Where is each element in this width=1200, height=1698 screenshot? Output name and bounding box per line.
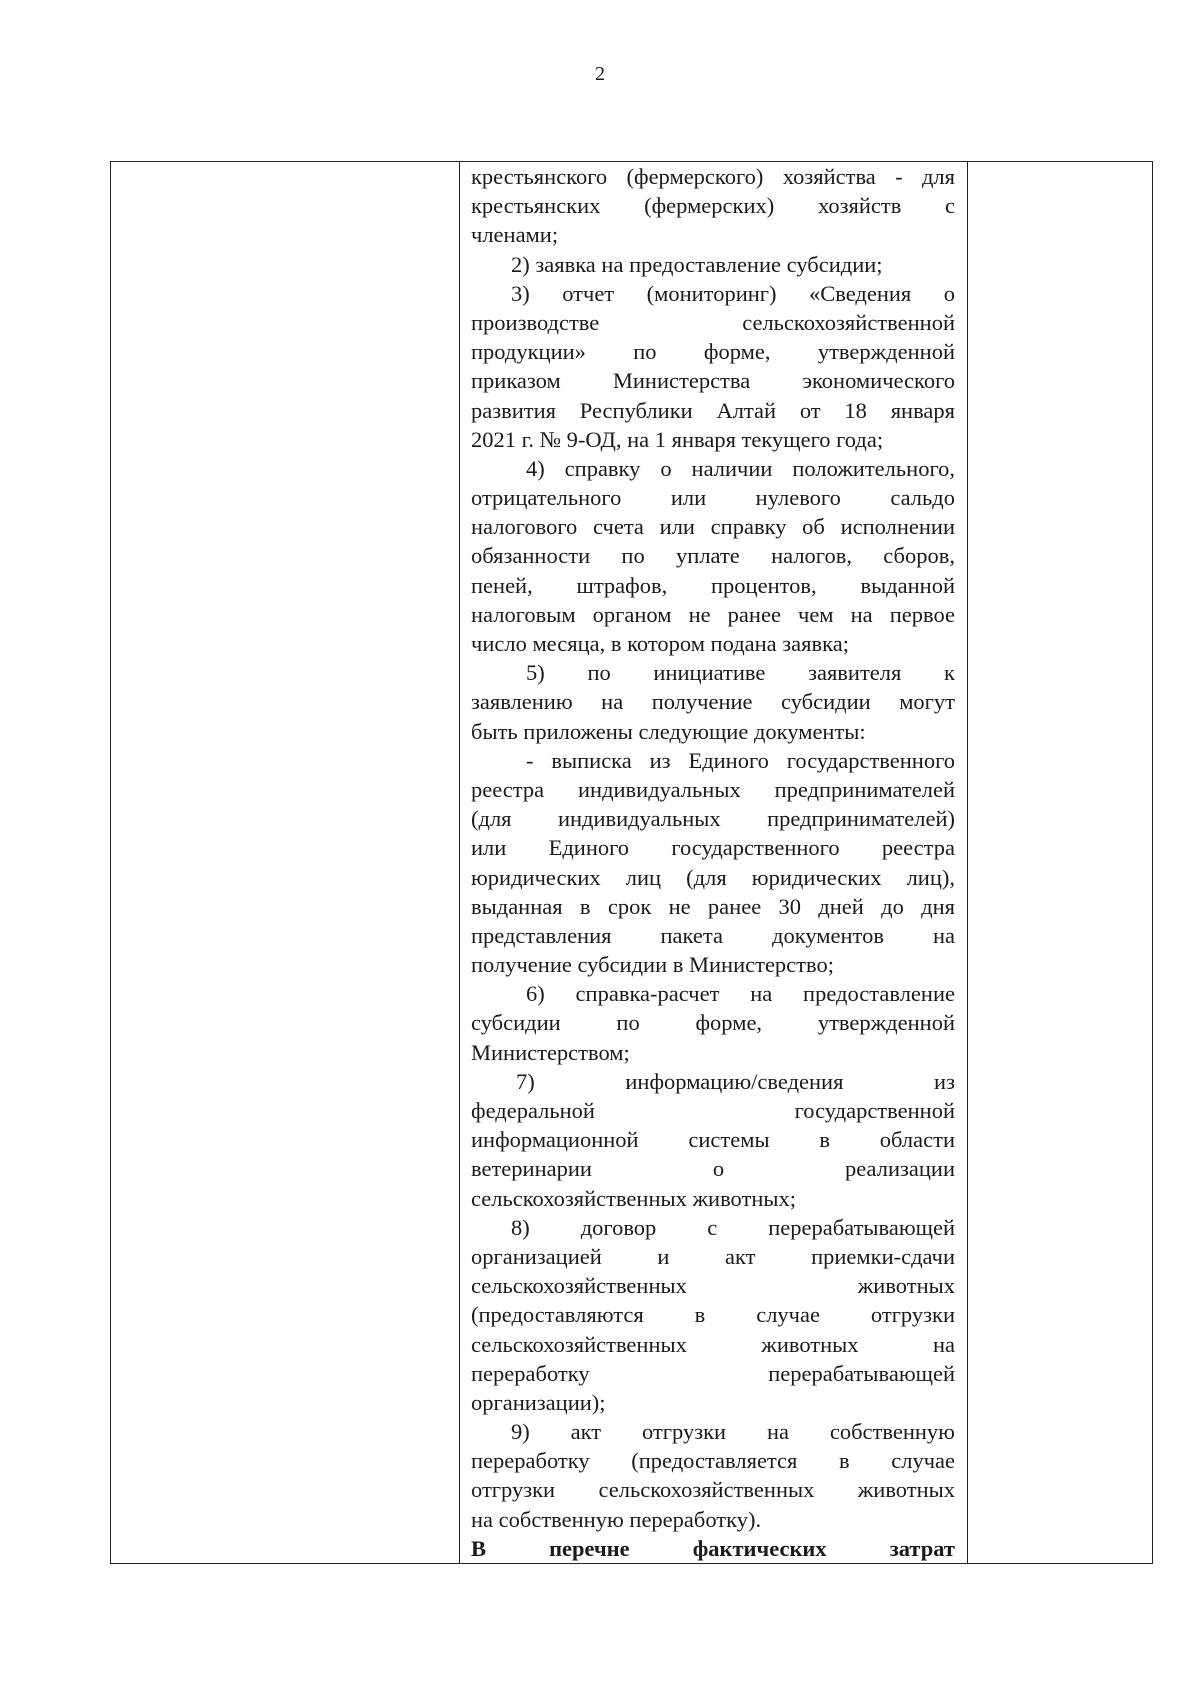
text-line: федеральной государственной bbox=[471, 1098, 955, 1123]
text-line: переработку (предоставляется в случае bbox=[471, 1448, 955, 1474]
text-line: ветеринарии о реализации bbox=[471, 1156, 955, 1182]
table-cell-content bbox=[471, 162, 955, 1563]
text-line: продукции» по форме, утвержденной bbox=[471, 339, 955, 365]
text-line: развития Республики Алтай от 18 января bbox=[471, 397, 955, 423]
column-divider-right bbox=[967, 162, 968, 1563]
text-line: 3) отчет (мониторинг) «Сведения о bbox=[511, 280, 955, 306]
text-line: сельскохозяйственных животных bbox=[471, 1273, 955, 1299]
text-line: юридических лиц (для юридических лиц), bbox=[471, 864, 955, 890]
text-line: представления пакета документов на bbox=[471, 922, 955, 948]
text-line: реестра индивидуальных предпринимателей bbox=[471, 776, 955, 802]
text-line: получение субсидии в Министерство; bbox=[471, 952, 834, 978]
text-line: крестьянского (фермерского) хозяйства - для bbox=[471, 164, 955, 189]
text-line: - выписка из Единого государственного bbox=[526, 747, 955, 773]
text-line: 5) по инициативе заявителя к bbox=[526, 660, 955, 686]
text-line: приказом Министерства экономического bbox=[471, 368, 955, 394]
text-line: заявлению на получение субсидии могут bbox=[471, 689, 955, 715]
text-line: субсидии по форме, утвержденной bbox=[471, 1010, 955, 1036]
text-line: В перечне фактических затрат bbox=[471, 1535, 955, 1561]
text-line: 6) справка-расчет на предоставление bbox=[526, 981, 955, 1007]
text-line: членами; bbox=[471, 222, 559, 248]
text-line: сельскохозяйственных животных; bbox=[471, 1185, 796, 1211]
text-line: (предоставляются в случае отгрузки bbox=[471, 1302, 955, 1328]
text-line: 2021 г. № 9-ОД, на 1 января текущего года; bbox=[471, 426, 884, 452]
column-divider-left bbox=[459, 162, 460, 1563]
text-line: переработку перерабатывающей bbox=[471, 1360, 955, 1386]
text-line: (для индивидуальных предпринимателей) bbox=[471, 806, 955, 832]
text-line: сельскохозяйственных животных на bbox=[471, 1331, 955, 1357]
text-line: производстве сельскохозяйственной bbox=[471, 309, 955, 335]
text-line: 9) акт отгрузки на собственную bbox=[511, 1419, 955, 1445]
document-table bbox=[110, 161, 1153, 1564]
page-number: 2 bbox=[595, 63, 605, 85]
text-line: организацией и акт приемки-сдачи bbox=[471, 1243, 955, 1269]
text-line: отрицательного или нулевого сальдо bbox=[471, 485, 955, 511]
text-line: организации); bbox=[471, 1389, 606, 1415]
text-line: быть приложены следующие документы: bbox=[471, 718, 866, 744]
text-line: на собственную переработку). bbox=[471, 1506, 762, 1532]
text-line: выданная в срок не ранее 30 дней до дня bbox=[471, 893, 955, 919]
text-line: или Единого государственного реестра bbox=[471, 835, 955, 861]
text-line: информационной системы в области bbox=[471, 1127, 955, 1153]
text-line: 7) информацию/сведения из bbox=[516, 1068, 955, 1094]
text-line: 2) заявка на предоставление субсидии; bbox=[511, 251, 883, 277]
text-line: 4) справку о наличии положительного, bbox=[526, 455, 955, 481]
text-line: отгрузки сельскохозяйственных животных bbox=[471, 1477, 955, 1503]
text-line: налогового счета или справку об исполнении bbox=[471, 514, 955, 540]
text-line: пеней, штрафов, процентов, выданной bbox=[471, 572, 955, 598]
text-line: 8) договор с перерабатывающей bbox=[511, 1214, 955, 1240]
text-line: обязанности по уплате налогов, сборов, bbox=[471, 543, 955, 569]
text-line: Министерством; bbox=[471, 1039, 630, 1065]
text-line: число месяца, в котором подана заявка; bbox=[471, 631, 849, 656]
text-line: крестьянских (фермерских) хозяйств с bbox=[471, 193, 955, 219]
text-line: налоговым органом не ранее чем на первое bbox=[471, 601, 955, 627]
